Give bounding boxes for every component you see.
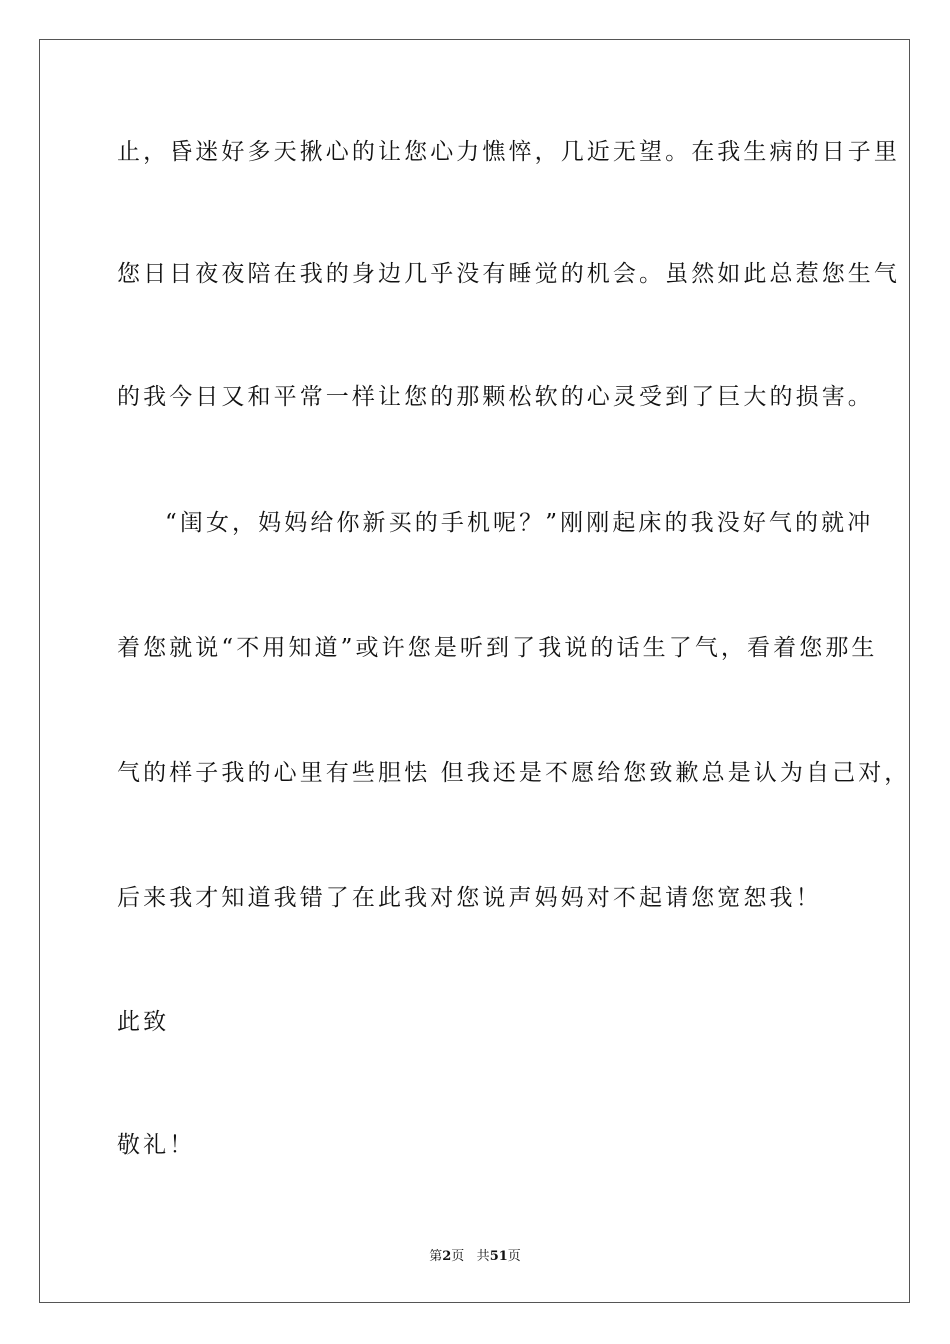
- page-footer: [0, 1248, 950, 1266]
- total-suffix: 页: [507, 1249, 521, 1264]
- page-prefix: 第: [429, 1249, 443, 1264]
- body-text-line: 气的样子我的心里有些胆怯 但我还是不愿给您致歉总是认为自己对，: [117, 760, 911, 786]
- body-text-line: 的我今日又和平常一样让您的那颗松软的心灵受到了巨大的损害。: [117, 384, 874, 410]
- total-prefix: 共: [476, 1249, 490, 1264]
- page-suffix: 页: [451, 1249, 465, 1264]
- closing-regards: 敬礼！: [117, 1132, 196, 1158]
- total-pages: 51: [489, 1249, 508, 1264]
- page-number: 2: [442, 1249, 452, 1264]
- body-text-line: 着您就说“不用知道”或许您是听到了我说的话生了气，看着您那生: [117, 635, 878, 661]
- body-text-line: “闺女，妈妈给你新买的手机呢？”刚刚起床的我没好气的就冲: [165, 510, 874, 536]
- body-text-line: 止，昏迷好多天揪心的让您心力憔悴，几近无望。在我生病的日子里: [117, 139, 900, 165]
- page-border: [39, 39, 910, 1303]
- closing-salutation: 此致: [117, 1009, 170, 1035]
- body-text-line: 您日日夜夜陪在我的身边几乎没有睡觉的机会。虽然如此总惹您生气: [117, 261, 900, 287]
- body-text-line: 后来我才知道我错了在此我对您说声妈妈对不起请您宽恕我！: [117, 885, 822, 911]
